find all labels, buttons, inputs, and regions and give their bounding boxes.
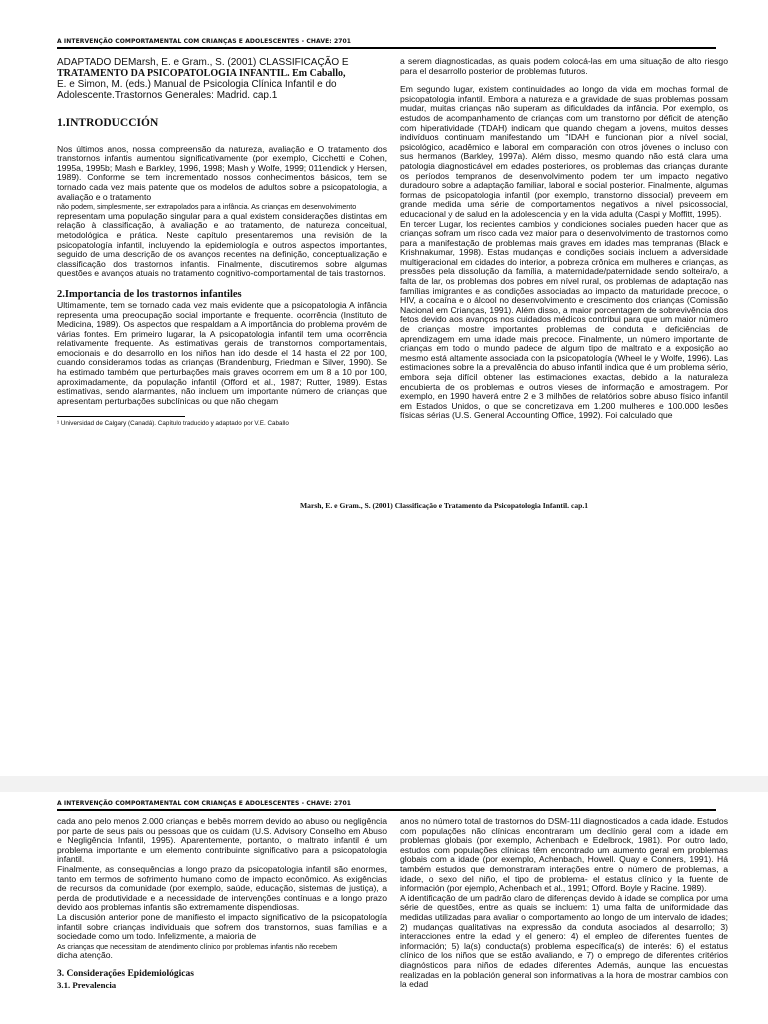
intro-paragraph: Nos últimos anos, nossa compreensão da natureza, avaliação e O tratamento dos transtornos infantis aumentou significativamente (por exemplo, Cicchetti e Cohen, 1995a, 1995b; Mash e Barkley, 1996, 1998; Mash y Wolfe, 1999; 011endick y Hersen, 1989). Conforme se tem incrementado nossos conhecimentos básicos, tem se tornado cada vez mais patente que os modelos de adultos sobre a psicopatologia, a avaliação e o tratamento	[57, 143, 387, 202]
document-page-2	[0, 792, 768, 1024]
p2-left-paragraph-1: cada ano pelo menos 2.000 crianças e bebês morrem devido ao abuso ou negligência por parte de seus pais ou pessoas que os cuidam (U.S. Advisory Conselho em Abuso e Negligência Infantil, 1995). Aparentemente, portanto, o maltrato infantil é um problema importante e um elemento contribuinte significativo para a psicopatologia infantil.	[57, 816, 387, 865]
right-paragraph-1: Em segundo lugar, existem continuidades ao longo da vida em mochas formal de psicopatologia infantil. Embora a natureza e a gravidade de suas problemas possam mudar, muitas crianças não superam as dificuldades da infância. Por exemplo, os estudos de acompanhamento de crianças com um transtorno por déficit de atenção com hiperatividade (TDAH) indicam que quando chegam a jovens, muitos desses indivíduos continuam manifestando um "IDAH e funcionan pior a nível social, psicológico, acadêmico e laboral em comparación con otros jóvenes o incluso con sus hermanos (Barkley, 1997a). Além disso, mesmo quando não está clara uma patologia diagnosticável em edades posteriores, os problemas das crianças durante os períodos tempranos de desenvolvimento podem ter um impacto negativo duradouro sobre a adaptação familiar, laboral e social posterior. Finalmente, algumas formas de psicopatologia infantil (por exemplo, transtorno dissocial) preveem em grande medida uma série de comportamentos negativos a nivel psicossocial, educacional y de salud en la adolescencia y en la vida adulta (Caspi y Moffitt, 1995).	[400, 84, 728, 219]
header-rule	[57, 809, 716, 811]
p2-right-paragraph-1: anos no número total de trastornos do DSM-11l diagnosticados a cada idade. Estudos com populações não clínicas encontraram um declínio geral com a idade em problemas globais (por exemplo, Achenbach e Edelbrock, 1981). Por outro lado, estudos com populações clínicas têm encontrado um aumento geral em problemas globais com a idade (por exemplo, Achenbach, Howell. Quay e Conners, 1991). Há também estudos que demonstraram interações entre o número de problemas, a idade, o sexo del niño, el tipo de problema- el estatus clínico y la fuente de información (por ejemplo, Achenbach et al., 1991; Offord. Boyle y Racine. 1989).	[400, 816, 728, 894]
page-footer: Marsh, E. e Gram., S. (2001) Classificação e Tratamento da Psicopatologia Infantil. cap.1	[300, 501, 589, 510]
intro-small-line: não podem, simplesmente, ser extrapolados para a infância. As crianças em desenvolvimento	[57, 202, 357, 212]
section-3-1-heading: 3.1. Prevalencia	[57, 979, 117, 990]
intro-heading: 1.INTRODUCCIÓN	[57, 117, 159, 129]
p2-right-paragraph-2: A identificação de um padrão claro de diferenças devido à idade se complica por uma série de questões, entre as quais se incluem: 1) uma falta de uniformidade das medidas utilizadas para avaliar o comportamento ao longo de um intervalo de idades; 2) mudanças qualitativas na expressão da conduta asociados al desarrollo; 3) interacciones entre la edad y el genero: 4) el empleo de diferentes fuentes de información; 5) la(s) conducta(s) problema específica(s) de interés: 6) el estatus clínico de los niños que se estão avaliando, e 7) o emprego de diferentes critérios diagnósticos para niños de edades diferentes Además, aunque las encuestas realizadas en la población general son informativas a la hora de mostrar cambios con la edad	[400, 892, 728, 990]
source-citation: ADAPTADO DEMarsh, E. e Gram., S. (2001) CLASSIFICAÇÃO E TRATAMENTO DA PSICOPATOLOGIA INFANTIL. Em Caballo, E. e Simon, M. (eds.) Manual de Psicologia Clínica Infantil e do Adolescente.Trastornos Generales: Madrid. cap.1	[57, 57, 349, 101]
p2-left-small-line: As crianças que necessitam de atendimento clínico por problemas infantis não recebem	[57, 941, 338, 951]
section-3-heading: 3. Considerações Epidemiológicas	[57, 968, 194, 979]
section-2-paragraph: Ultimamente, tem se tornado cada vez mais evidente que a psicopatologia A infância representa uma preocupação social importante e frequente. ocorrência (Instituto de Medicina, 1989). Os aspectos que respaldam a A importância do problema provém de várias fontes. Em primeiro lugarar, la A psicopatologia infantil tem uma ocorrência relativamente frequente. As estimativas gerais de transtornos comportamentais, emocionais e do desarrollo en los niños han ido desde el 14 hasta el 22 por 100, cuando consideramos todas as crianças (Brandenburg, Friedman e Silver, 1990). Se ha estimado também que perturbações mais graves ocorrem em um 8 a 10 por 100, aproximadamente, da população infantil (Offord et al., 1987; Rutter, 1989). Estas estimativas, sendo alarmantes, não incluem um importante número de crianças que apresentam perturbações subclínicas ou que não chegam	[57, 299, 387, 406]
header-rule	[57, 47, 716, 49]
right-paragraph-0: a serem diagnosticadas, as quais podem colocá-las em uma situação de alto riesgo para el desarrollo posterior de problemas futuros.	[400, 56, 728, 76]
footnote-rule	[57, 416, 185, 417]
right-paragraph-2: En tercer Lugar, los recientes cambios y condiciones sociales pueden hacer que as crianças sofram um risco cada vez maior para o desenvolvimento de trastornos como para a manifestação de problemas mais graves em idades mas tempranas (Black e Krishnakumar, 1998). Estas mudanças e condições sociais incluem a adversidade multigeracional em cidades do interior, a pobreza crônica em mulheres e crianças, as pressões pela dissolução da família, a maternidade/paternidade sendo solteira/o, a falta de lar, os problemas dos pobres em nível rural, os problemas de adaptação nas famílias imigrantes e as condições associadas ao impacto da maturidade precoce, o HIV, a cocaína e o álcool no desenvolvimento e crescimento dos crianças (Comissão Nacional em Crianças, 1991). Além disso, a maior porcentagem de sobrevivência dos fetos devido aos avanços nos cuidados médicos contribui para que um maior número de crianças mostre importantes problemas de conduta e deficiências de aprendizagem em uma idade mais precoce. Finalmente, un número importante de crianças em todo o mundo padece de algum tipo de maltrato e a exposição ao mesmo está altamente associada con la psicopatología (Wheel le y Wolfe, 1996). Las estimaciones sobre la a prevalência do abuso infantil indica que é um problema sério, embora seja difícil obtener las estimaciones exactas, debido a la naturaleza encubierta de os problemas e outros vieses de informação e amostragem. Por exemplo, en 1990 haverá entre 2 e 3 milhões de relatórios sobre abuso físico infantil em Estados Unidos, o que se concretizava em 1.200 mulheres e 100.000 lesões físicas sérias (U.S. General Accounting Office, 1992). Foi calculado que	[400, 218, 728, 421]
p2-left-paragraph-2: Finalmente, as consequências a longo prazo da psicopatologia infantil são enormes, tanto em termos de sofrimento humano como de impacto econômico. As exigências de recursos da comunidade (por exemplo, saúde, educação, sistemas de justiça), a perda de produtividade e a necessidade de intervenções contínuas e a longo prazo devido aos problemas infantis são extremamente dispendiosas.	[57, 863, 387, 913]
footnote: ¹ Universidad de Calgary (Canadá). Capítulo traducido y adaptado por V.E. Caballo	[57, 420, 289, 428]
section-2-heading: 2.Importancia de los trastornos infantiles	[57, 288, 242, 300]
running-header: A INTERVENÇÃO COMPORTAMENTAL COM CRIANÇAS E ADOLESCENTES - CHAVE: 2701	[57, 800, 352, 807]
left-column	[57, 817, 387, 991]
left-column	[57, 57, 387, 428]
page-separator	[0, 776, 768, 792]
p2-left-paragraph-4: dicha atenção.	[57, 950, 113, 961]
intro-paragraph-continued: representam uma população singular para a qual existem considerações distintas em relação à classificação, à avaliação e ao tratamento, de natureza conceitual, metodológica e prática. Neste capítulo presentaremos una revisión de la psicopatología infantil, incluyendo la epidemiología e outros aspectos importantes, seguido de uma descrição de os avanços recentes na definição, conceptualização e classificação dos trastornos infantis. Finalmente, discutiremos sobre algumas questões e avanços atuais no tratamento cognitivo-comportamental de tais trastornos.	[57, 210, 387, 279]
right-column	[400, 817, 728, 990]
running-header: A INTERVENÇÃO COMPORTAMENTAL COM CRIANÇAS E ADOLESCENTES - CHAVE: 2701	[57, 38, 352, 45]
p2-left-paragraph-3: La discusión anterior pone de manifiesto el impacto significativo de la psicopatología infantil sobre crianças individuais que sofrem dos transtornos, suas famílias e a sociedade como um todo. Infelizmente, a maioria de	[57, 911, 387, 942]
right-column	[400, 57, 728, 421]
